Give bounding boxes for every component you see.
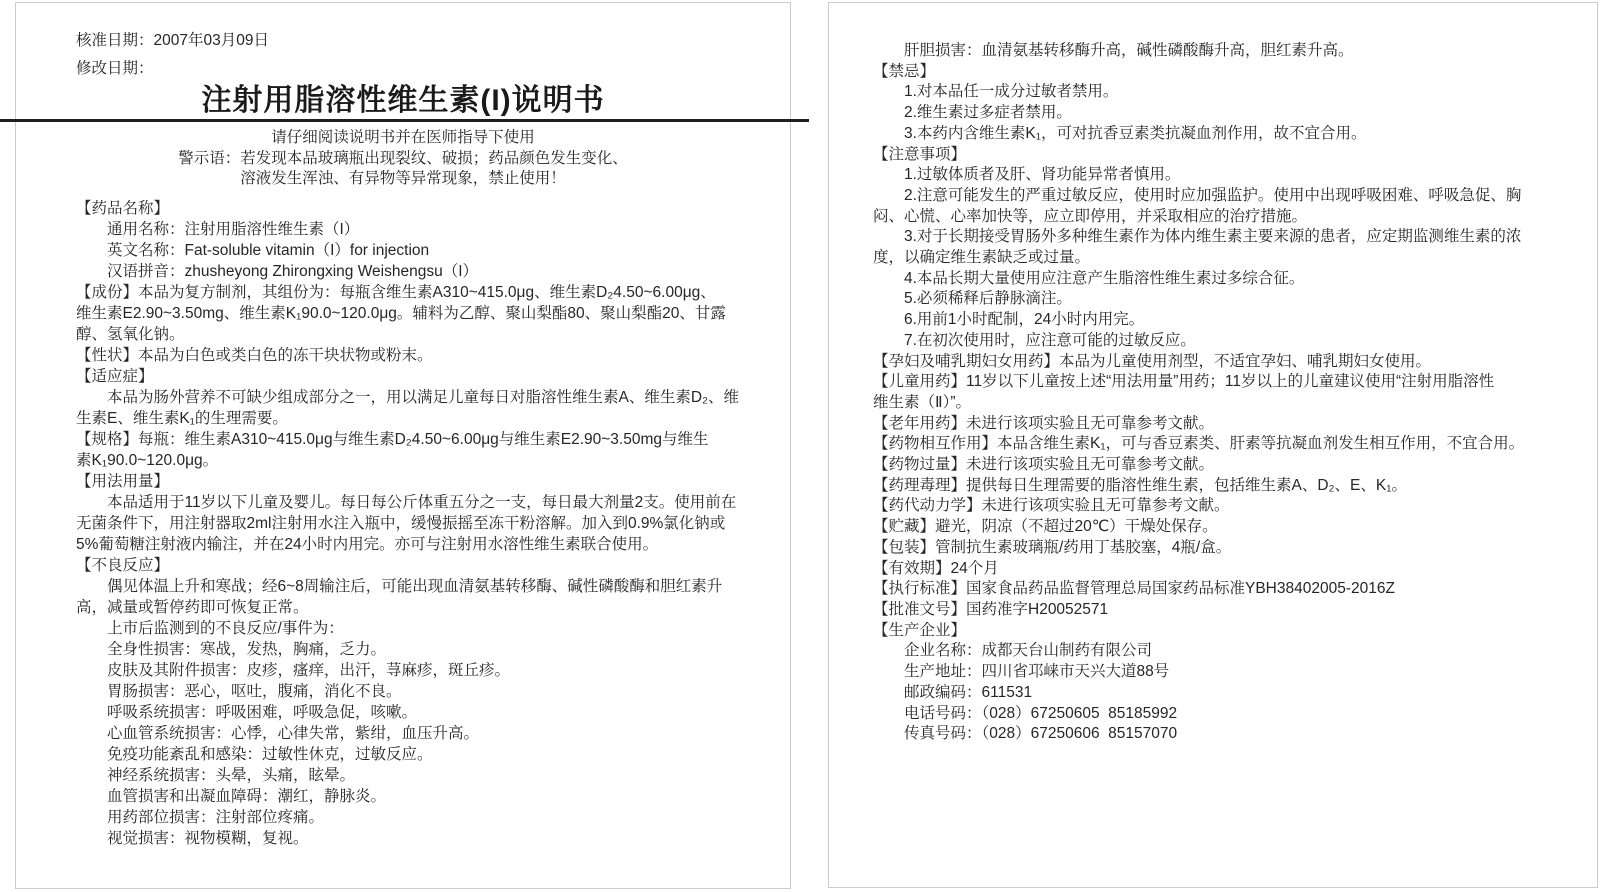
text-line: 生素E、维生素K₁的生理需要。 [76, 410, 288, 428]
page2-body-text [829, 3, 1597, 745]
text-line: 偶见体温上升和寒战；经6~8周输注后，可能出现血清氨基转移酶、碱性磷酸酶和胆红素升 [107, 578, 723, 596]
leaflet-page-2 [828, 2, 1598, 888]
revision-date-line: 修改日期： [76, 60, 154, 77]
text-line: 【注意事项】 [873, 145, 967, 163]
text-line: 本品适用于11岁以下儿童及婴儿。每日每公斤体重五分之一支，每日最大剂量2支。使用前在 [107, 494, 737, 512]
text-line: 【不良反应】 [76, 557, 170, 575]
text-line: 【性状】本品为白色或类白色的冻干块状物或粉末。 [76, 347, 433, 365]
text-line: 血管损害和出凝血障碍：潮红，静脉炎。 [107, 788, 387, 806]
text-line: 警示语：若发现本品玻璃瓶出现裂纹、破损；药品颜色发生变化、 [178, 149, 628, 167]
text-line: 维生素（Ⅱ）”。 [873, 393, 972, 411]
text-line: 【药品名称】 [76, 200, 170, 218]
text-line: 维生素E2.90~3.50mg、维生素K₁90.0~120.0μg。辅料为乙醇、聚山梨酯80、聚山梨酯20、甘露 [76, 305, 726, 323]
text-line: 4.本品长期大量使用应注意产生脂溶性维生素过多综合征。 [904, 269, 1305, 287]
text-line: 6.用前1小时配制，24小时内用完。 [904, 311, 1145, 329]
title-underline-rule [0, 119, 809, 122]
text-line: 视觉损害：视物模糊，复视。 [107, 830, 309, 848]
text-line: 5%葡萄糖注射液内输注，并在24小时内用完。亦可与注射用水溶性维生素联合使用。 [76, 536, 659, 554]
approval-date-line: 核准日期：2007年03月09日 [76, 32, 269, 49]
text-line: 【孕妇及哺乳期妇女用药】本品为儿童使用剂型，不适宜孕妇、哺乳期妇女使用。 [873, 352, 1432, 370]
text-line: 【药物相互作用】本品含维生素K₁，可与香豆素类、肝素等抗凝血剂发生相互作用，不宜合用。 [873, 435, 1525, 453]
leaflet-page-1 [15, 2, 791, 889]
text-line: 【贮藏】避光，阴凉（不超过20℃）干燥处保存。 [873, 518, 1218, 536]
text-line: 【儿童用药】11岁以下儿童按上述“用法用量”用药；11岁以上的儿童建议使用“注射用脂溶性 [873, 373, 1495, 391]
text-line: 醇、氢氧化钠。 [76, 326, 185, 344]
page1-body-text [76, 198, 762, 849]
text-line: 1.对本品任一成分过敏者禁用。 [904, 83, 1119, 101]
text-line: 上市后监测到的不良反应/事件为： [107, 620, 344, 638]
text-line: 【包装】管制抗生素玻璃瓶/药用丁基胶塞，4瓶/盒。 [873, 538, 1232, 556]
text-line: 【执行标准】国家食品药品监督管理总局国家药品标准YBH38402005-2016Z [873, 580, 1395, 598]
text-line: 高，减量或暂停药即可恢复正常。 [76, 599, 309, 617]
text-line: 无菌条件下，用注射器取2ml注射用水注入瓶中，缓慢振摇至冻干粉溶解。加入到0.9%氯化钠或 [76, 515, 726, 533]
text-line: 【药物过量】未进行该项实验且无可靠参考文献。 [873, 456, 1215, 474]
text-line: 【用法用量】 [76, 473, 170, 491]
text-line: 3.对于长期接受胃肠外多种维生素作为体内维生素主要来源的患者，应定期监测维生素的浓 [904, 228, 1522, 246]
text-line: 呼吸系统损害：呼吸困难，呼吸急促，咳嗽。 [107, 704, 418, 722]
text-line: 汉语拼音：zhusheyong Zhirongxing Weishengsu（I） [107, 263, 479, 281]
text-line: 【规格】每瓶：维生素A310~415.0μg与维生素D₂4.50~6.00μg与维生素E2.90~3.50mg与维生 [76, 431, 709, 449]
page-title: 注射用脂溶性维生素(I)说明书 [201, 84, 605, 117]
text-line: 【药理毒理】提供每日生理需要的脂溶性维生素，包括维生素A、D₂、E、K₁。 [873, 476, 1407, 494]
text-line: 【批准文号】国药准字H20052571 [873, 600, 1109, 618]
text-line: 英文名称：Fat-soluble vitamin（I）for injection [107, 242, 430, 260]
text-line: 免疫功能紊乱和感染：过敏性休克，过敏反应。 [107, 746, 433, 764]
text-line: 【生产企业】 [873, 621, 967, 639]
text-line: 5.必须稀释后静脉滴注。 [904, 290, 1072, 308]
text-line: 【适应症】 [76, 368, 154, 386]
text-line: 全身性损害：寒战，发热，胸痛，乏力。 [107, 641, 387, 659]
text-line: 神经系统损害：头晕，头痛，眩晕。 [107, 767, 356, 785]
text-line: 企业名称：成都天台山制药有限公司 [904, 642, 1153, 660]
approval-dates-block [16, 3, 790, 83]
text-line: 电话号码：（028）67250605 85185992 [904, 704, 1178, 722]
text-line: 肝胆损害：血清氨基转移酶升高，碱性磷酸酶升高，胆红素升高。 [904, 42, 1354, 59]
text-line: 7.在初次使用时，应注意可能的过敏反应。 [904, 331, 1196, 349]
text-line: 2.维生素过多症者禁用。 [904, 104, 1072, 122]
usage-warning-block [16, 128, 790, 190]
text-line: 生产地址：四川省邛崃市天兴大道88号 [904, 663, 1170, 681]
text-line: 【禁忌】 [873, 62, 936, 80]
text-line: 通用名称：注射用脂溶性维生素（I） [107, 221, 360, 239]
text-line: 1.过敏体质者及肝、肾功能异常者慎用。 [904, 166, 1181, 184]
text-line: 用药部位损害：注射部位疼痛。 [107, 809, 325, 827]
text-line: 邮政编码：611531 [904, 683, 1033, 701]
text-line: 闷、心慌、心率加快等，应立即停用，并采取相应的治疗措施。 [873, 207, 1308, 225]
text-line: 【成份】本品为复方制剂，其组份为：每瓶含维生素A310~415.0μg、维生素D₂4.50~6.00μg、 [76, 284, 716, 302]
text-line: 皮肤及其附件损害：皮疹，瘙痒，出汗，荨麻疹，斑丘疹。 [107, 662, 511, 680]
text-line: 请仔细阅读说明书并在医师指导下使用 [271, 129, 535, 146]
text-line: 2.注意可能发生的严重过敏反应，使用时应加强监护。使用中出现呼吸困难、呼吸急促、胸 [904, 186, 1522, 204]
text-line: 【有效期】24个月 [873, 559, 999, 577]
text-line: 【老年用药】未进行该项实验且无可靠参考文献。 [873, 414, 1215, 432]
text-line: 本品为肠外营养不可缺少组成部分之一，用以满足儿童每日对脂溶性维生素A、维生素D₂、维 [107, 389, 740, 407]
text-line: 心血管系统损害：心悸，心律失常，紫绀，血压升高。 [107, 725, 480, 743]
text-line: 素K₁90.0~120.0μg。 [76, 452, 219, 470]
text-line: 传真号码：（028）67250606 85157070 [904, 725, 1178, 743]
text-line: 3.本药内含维生素K₁，可对抗香豆素类抗凝血剂作用，故不宜合用。 [904, 124, 1367, 142]
text-line: 【药代动力学】未进行该项实验且无可靠参考文献。 [873, 497, 1230, 515]
text-line: 溶液发生浑浊、有异物等异常现象，禁止使用！ [240, 170, 566, 188]
text-line: 度，以确定维生素缺乏或过量。 [873, 249, 1091, 267]
text-line: 胃肠损害：恶心，呕吐，腹痛，消化不良。 [107, 683, 402, 701]
